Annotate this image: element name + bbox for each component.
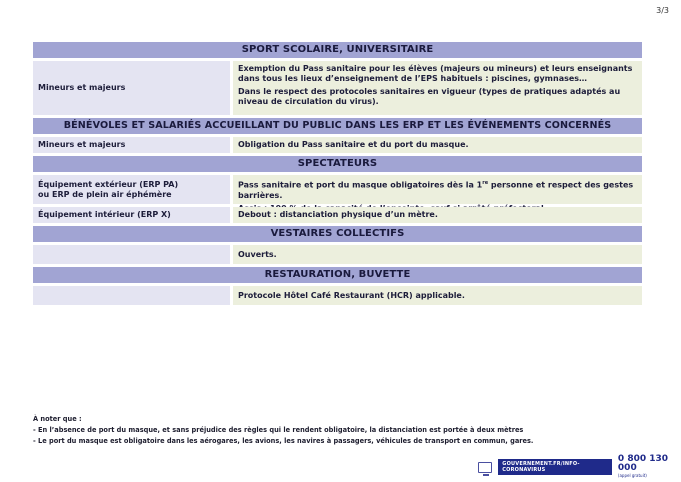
note-item: - En l’absence de port du masque, et sans préjudice des règles qui le rendent obligatoire, la distanciation est portée à deux mètres — [33, 426, 524, 434]
section-header-sport: SPORT SCOLAIRE, UNIVERSITAIRE — [33, 42, 642, 58]
footer-url[interactable]: GOUVERNEMENT.FR/INFO-CORONAVIRUS — [498, 459, 612, 475]
row-value-text: Debout : distanciation physique d’un mètre. — [238, 210, 438, 219]
row-label-text: ou ERP de plein air éphémère — [38, 189, 172, 199]
row-label — [33, 61, 230, 115]
superscript: re — [482, 180, 489, 186]
section-header-restauration: RESTAURATION, BUVETTE — [33, 267, 642, 283]
row-label — [33, 245, 230, 264]
computer-screen-icon — [478, 462, 492, 473]
row-label-text: Mineurs et majeurs — [38, 140, 126, 149]
row-label-text: Équipement extérieur (ERP PA) — [38, 179, 179, 189]
row-label — [33, 207, 230, 223]
section-header-benevoles: BÉNÉVOLES ET SALARIÉS ACCUEILLANT DU PUBLIC DANS LES ERP ET LES ÉVÉNEMENTS CONCERNÉS — [33, 118, 642, 134]
table-row — [33, 61, 642, 115]
row-label — [33, 175, 230, 204]
row-value — [233, 207, 642, 223]
table-row — [33, 137, 642, 153]
note-item: - Le port du masque est obligatoire dans les aérogares, les avions, les navires à passagers, véhicules de transport en commun, gares. — [33, 437, 534, 445]
row-label-text: Mineurs et majeurs — [38, 83, 126, 92]
table-row — [33, 286, 642, 305]
row-label — [33, 137, 230, 153]
footer — [478, 455, 681, 479]
row-value — [233, 175, 642, 204]
page-number: 3/3 — [656, 6, 669, 15]
row-label-text: Équipement intérieur (ERP X) — [38, 210, 171, 219]
notes-title: À noter que : — [33, 415, 82, 423]
rules-table — [33, 42, 642, 308]
row-value-part: personne et respect des gestes barrières. — [238, 180, 634, 200]
row-value — [233, 61, 642, 115]
row-value-text — [238, 178, 637, 201]
row-value — [233, 286, 642, 305]
table-row — [33, 175, 642, 204]
table-row — [33, 207, 642, 223]
phone-block — [618, 455, 681, 479]
row-value-text: Ouverts. — [238, 250, 277, 259]
section-header-vestiaires: VESTAIRES COLLECTIFS — [33, 226, 642, 242]
row-value-part: Pass sanitaire et port du masque obligatoires dès la 1 — [238, 180, 483, 190]
row-value-text: Protocole Hôtel Café Restaurant (HCR) applicable. — [238, 291, 465, 300]
row-value-text: Obligation du Pass sanitaire et du port du masque. — [238, 140, 469, 149]
phone-note: (appel gratuit) — [617, 473, 647, 478]
row-value-text: Exemption du Pass sanitaire pour les élèves (majeurs ou mineurs) et leurs enseignants dans tous les lieux d’enseignement de l’EPS habituels : piscines, gymnases… — [238, 64, 633, 83]
phone-number[interactable]: 0 800 130 000 — [617, 454, 669, 473]
notes — [33, 414, 533, 447]
section-header-spectateurs: SPECTATEURS — [33, 156, 642, 172]
row-value-text: Dans le respect des protocoles sanitaires en vigueur (types de pratiques adaptés au niveau de circulation du virus). — [238, 87, 621, 106]
row-value — [233, 245, 642, 264]
row-label — [33, 286, 230, 305]
row-value — [233, 137, 642, 153]
table-row — [33, 245, 642, 264]
